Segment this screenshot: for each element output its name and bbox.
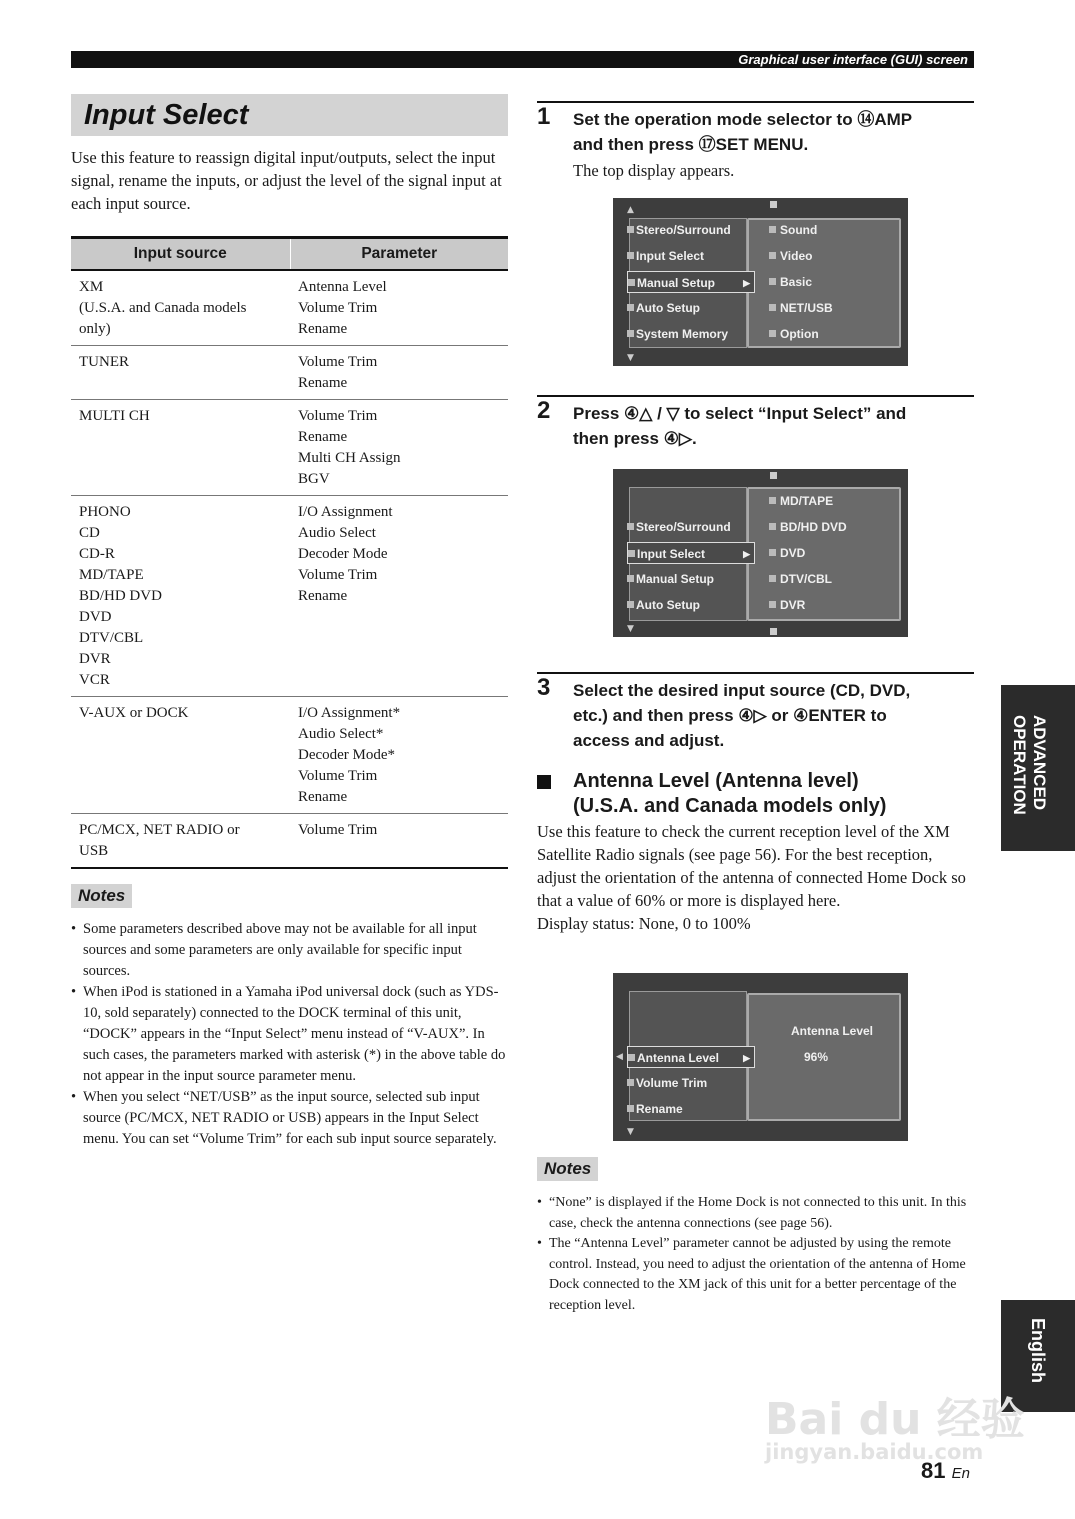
notes-list-right xyxy=(537,1193,974,1316)
parameter-line: BGV xyxy=(298,470,330,487)
input-source-line: (U.S.A. and Canada models xyxy=(79,299,247,316)
step-3-number: 3 xyxy=(537,674,551,701)
scroll-marker-top xyxy=(770,201,777,208)
gui-screen-input-select xyxy=(613,469,908,637)
heading-square-icon xyxy=(537,775,551,789)
parameter-line: Audio Select xyxy=(298,524,376,541)
table-row xyxy=(71,813,508,868)
scroll-up-icon: ▲ xyxy=(627,205,634,215)
menu-square-icon xyxy=(627,330,634,337)
submenu-square-icon xyxy=(769,523,776,530)
parameter-cell xyxy=(290,345,508,399)
input-source-cell xyxy=(71,813,290,868)
input-source-cell xyxy=(71,495,290,696)
input-source-line: MULTI CH xyxy=(79,407,150,424)
note-item: • Some parameters described above may not be available for all input sources and some parameters are only available for specific input sources. xyxy=(71,919,507,982)
arrow-left-icon: ◀ xyxy=(616,1052,623,1062)
menu-square-icon xyxy=(627,226,634,233)
submenu-square-icon xyxy=(769,226,776,233)
menu-item-input-select[interactable]: Input Select ▶ xyxy=(627,542,755,564)
note-item: • When you select “NET/USB” as the input source, selected sub input source (PC/MCX, NET RADIO or USB) appears in the Input Select menu. You can set “Volume Trim” for each sub input source separately. xyxy=(71,1087,507,1150)
menu-item-rename[interactable]: Rename xyxy=(627,1098,755,1120)
notes-list-left xyxy=(71,919,507,1150)
menu-item-system-memory[interactable]: System Memory xyxy=(627,323,755,345)
intro-paragraph: Use this feature to reassign digital input/outputs, select the input signal, rename the inputs, or adjust the level of the signal input at each input source. xyxy=(71,148,502,213)
menu-square-icon xyxy=(627,1105,634,1112)
input-source-line: DVR xyxy=(79,650,111,667)
step-3-text: Select the desired input source (CD, DVD, etc.) and then press ④▷ or ④ENTER to access and adjust. xyxy=(573,681,911,750)
menu-square-icon xyxy=(628,550,635,557)
parameter-cell xyxy=(290,696,508,813)
menu-square-icon xyxy=(627,575,634,582)
step-3-rule xyxy=(537,672,974,674)
parameter-line: Rename xyxy=(298,587,348,604)
input-source-line: USB xyxy=(79,842,109,859)
parameter-line: Rename xyxy=(298,320,348,337)
input-source-line: CD xyxy=(79,524,100,541)
submenu-item-bd-hd-dvd[interactable]: BD/HD DVD xyxy=(769,516,847,538)
table-row xyxy=(71,345,508,399)
submenu-square-icon xyxy=(769,549,776,556)
parameter-line: Rename xyxy=(298,788,348,805)
step-1-number: 1 xyxy=(537,103,551,130)
submenu-square-icon xyxy=(769,575,776,582)
menu-square-icon xyxy=(627,252,634,259)
section-title: Input Select xyxy=(71,94,508,136)
step-1-rule xyxy=(537,101,974,103)
menu-item-manual-setup[interactable]: Manual Setup xyxy=(627,568,755,590)
watermark-logo: Bai du 经验 xyxy=(765,1394,1025,1445)
submenu-item-basic[interactable]: Basic xyxy=(769,271,812,293)
input-source-cell xyxy=(71,345,290,399)
input-source-line: MD/TAPE xyxy=(79,566,144,583)
input-source-cell xyxy=(71,399,290,495)
menu-item-stereo-surround[interactable]: Stereo/Surround xyxy=(627,516,755,538)
advanced-operation-tab[interactable] xyxy=(1001,685,1075,851)
submenu-item-video[interactable]: Video xyxy=(769,245,812,267)
header-bar: Graphical user interface (GUI) screen xyxy=(71,51,974,68)
menu-square-icon xyxy=(627,601,634,608)
arrow-right-icon: ▶ xyxy=(743,1053,750,1063)
antenna-level-title: Antenna Level xyxy=(791,1024,874,1038)
submenu-item-net-usb[interactable]: NET/USB xyxy=(769,297,833,319)
parameter-line: Volume Trim xyxy=(298,407,378,424)
menu-item-auto-setup[interactable]: Auto Setup xyxy=(627,297,755,319)
table-header-input-source: Input source xyxy=(71,238,290,270)
parameter-line: I/O Assignment xyxy=(298,503,393,520)
menu-square-icon xyxy=(627,523,634,530)
scroll-down-icon: ▼ xyxy=(627,624,634,634)
parameter-line: Multi CH Assign xyxy=(298,449,401,466)
menu-square-icon xyxy=(627,1079,634,1086)
input-source-line: PHONO xyxy=(79,503,131,520)
parameter-cell xyxy=(290,399,508,495)
table-row xyxy=(71,270,508,346)
input-source-line: V-AUX or DOCK xyxy=(79,704,189,721)
notes-label-left: Notes xyxy=(71,884,132,908)
step-1-text: Set the operation mode selector to ⑭AMP and then press ⑰SET MENU. xyxy=(573,110,913,154)
arrow-right-icon: ▶ xyxy=(743,549,750,559)
input-source-line: CD-R xyxy=(79,545,115,562)
submenu-square-icon xyxy=(769,497,776,504)
step-2-number: 2 xyxy=(537,397,551,424)
input-source-line: BD/HD DVD xyxy=(79,587,162,604)
scroll-down-icon: ▼ xyxy=(627,353,634,363)
advanced-operation-label: ADVANCED OPERATION xyxy=(1010,715,1049,815)
menu-square-icon xyxy=(628,1054,635,1061)
step-2-text: Press ④△ / ▽ to select “Input Select” and then press ④▷. xyxy=(573,404,907,448)
input-source-line: XM xyxy=(79,278,104,295)
parameter-line: Rename xyxy=(298,428,348,445)
submenu-square-icon xyxy=(769,278,776,285)
menu-square-icon xyxy=(628,279,635,286)
page-number: 81 En xyxy=(921,1458,970,1483)
input-source-cell xyxy=(71,696,290,813)
parameter-cell xyxy=(290,270,508,346)
submenu-item-option[interactable]: Option xyxy=(769,323,819,345)
gui-screen-top-menu xyxy=(613,198,908,366)
parameter-line: Volume Trim xyxy=(298,566,378,583)
menu-item-manual-setup[interactable]: Manual Setup ▶ xyxy=(627,271,755,293)
menu-square-icon xyxy=(627,304,634,311)
parameter-line: I/O Assignment* xyxy=(298,704,401,721)
menu-item-stereo-surround[interactable]: Stereo/Surround xyxy=(627,219,755,241)
scroll-marker-bottom xyxy=(770,628,777,635)
parameter-cell xyxy=(290,813,508,868)
parameter-line: Rename xyxy=(298,374,348,391)
menu-item-auto-setup[interactable]: Auto Setup xyxy=(627,594,755,616)
submenu-item-md-tape[interactable]: MD/TAPE xyxy=(769,490,833,512)
parameter-line: Audio Select* xyxy=(298,725,384,742)
menu-item-input-select[interactable]: Input Select xyxy=(627,245,755,267)
menu-item-antenna-level[interactable]: Antenna Level ▶ xyxy=(627,1046,755,1068)
submenu-item-dvr[interactable]: DVR xyxy=(769,594,805,616)
parameter-line: Volume Trim xyxy=(298,299,378,316)
input-source-line: PC/MCX, NET RADIO or xyxy=(79,821,240,838)
parameter-line: Volume Trim xyxy=(298,767,378,784)
note-item: • When iPod is stationed in a Yamaha iPod universal dock (such as YDS-10, sold separately) connected to the DOCK terminal of this unit, “DOCK” appears in the “Input Select” menu instead of “V-AUX”. In such cases, the parameters marked with asterisk (*) in the above table do not appear in the input source parameter menu. xyxy=(71,982,507,1087)
parameter-line: Decoder Mode* xyxy=(298,746,396,763)
notes-label-right: Notes xyxy=(537,1157,598,1181)
table-row xyxy=(71,399,508,495)
parameter-line: Volume Trim xyxy=(298,353,378,370)
step-1-subtext: The top display appears. xyxy=(573,161,735,180)
input-source-cell xyxy=(71,270,290,346)
submenu-square-icon xyxy=(769,330,776,337)
scroll-marker-top xyxy=(770,472,777,479)
submenu-item-sound[interactable]: Sound xyxy=(769,219,817,241)
submenu-item-dvd[interactable]: DVD xyxy=(769,542,805,564)
input-parameter-table xyxy=(71,236,508,869)
antenna-level-value: 96% xyxy=(804,1050,829,1064)
submenu-square-icon xyxy=(769,601,776,608)
step-2-rule xyxy=(537,395,974,397)
input-source-line: DTV/CBL xyxy=(79,629,144,646)
note-item: • The “Antenna Level” parameter cannot be adjusted by using the remote control. Instead, you need to adjust the orientation of the antenna of Home Dock connected to the XM jack of this unit for a better percentage of the reception level. xyxy=(537,1234,974,1316)
input-source-line: only) xyxy=(79,320,111,337)
submenu-square-icon xyxy=(769,304,776,311)
gui-screen-antenna-level xyxy=(613,973,908,1141)
table-header-parameter: Parameter xyxy=(290,238,508,270)
antenna-level-description: Use this feature to check the current reception level of the XM Satellite Radio signals (see page 56). For the best reception, adjust the orientation of the antenna of connected Home Dock so that a value of 60% or more is displayed here. Display status: None, 0 to 100% xyxy=(537,822,966,933)
input-source-line: DVD xyxy=(79,608,112,625)
parameter-line: Antenna Level xyxy=(298,278,387,295)
input-source-line: VCR xyxy=(79,671,110,688)
submenu-item-dtv-cbl[interactable]: DTV/CBL xyxy=(769,568,832,590)
input-source-line: TUNER xyxy=(79,353,129,370)
antenna-level-heading: Antenna Level (Antenna level) (U.S.A. and Canada models only) xyxy=(537,769,974,819)
menu-item-volume-trim[interactable]: Volume Trim xyxy=(627,1072,755,1094)
table-row xyxy=(71,696,508,813)
note-item: • “None” is displayed if the Home Dock is not connected to this unit. In this case, check the antenna connections (see page 56). xyxy=(537,1193,974,1234)
scroll-down-icon: ▼ xyxy=(627,1127,634,1137)
arrow-right-icon: ▶ xyxy=(743,278,750,288)
parameter-line: Decoder Mode xyxy=(298,545,388,562)
parameter-line: Volume Trim xyxy=(298,821,378,838)
watermark-url: jingyan.baidu.com xyxy=(765,1440,984,1464)
parameter-cell xyxy=(290,495,508,696)
english-label: English xyxy=(1028,1318,1048,1384)
table-row xyxy=(71,495,508,696)
submenu-square-icon xyxy=(769,252,776,259)
